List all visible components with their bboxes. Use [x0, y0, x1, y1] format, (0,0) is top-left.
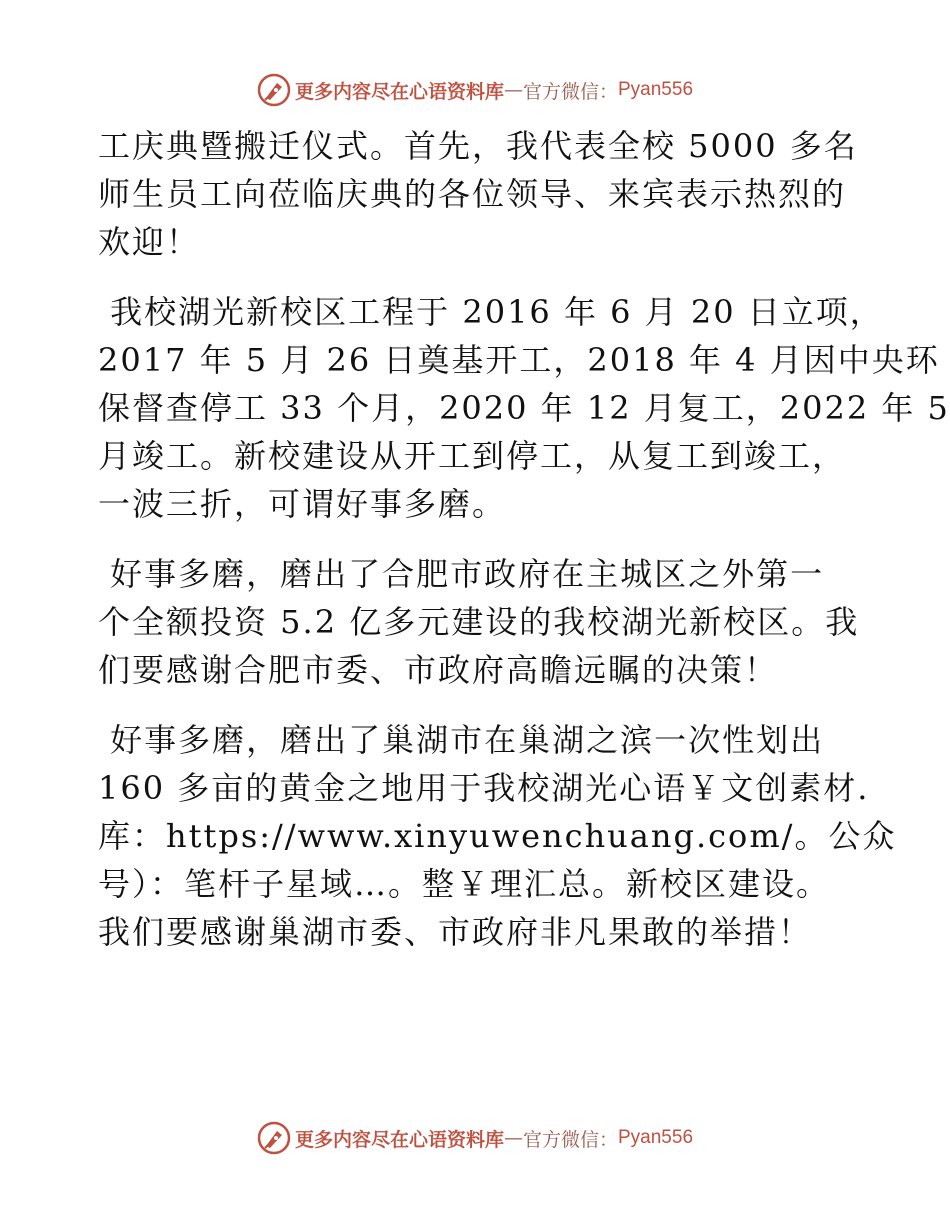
- text-line: 工庆典暨搬迁仪式。首先，我代表全校 5000 多名: [98, 127, 858, 165]
- pen-nib-logo-icon: [257, 73, 291, 107]
- paragraph: [98, 550, 858, 694]
- pen-nib-logo-icon: [257, 1121, 291, 1155]
- text-line: 好事多磨，磨出了巢湖市在巢湖之滨一次性划出: [98, 721, 825, 759]
- text-line: 160 多亩的黄金之地用于我校湖光心语￥文创素材.: [98, 769, 870, 807]
- header-brand-text: 更多内容尽在心语资料库: [294, 80, 504, 103]
- text-line: 个全额投资 5.2 亿多元建设的我校湖光新校区。我: [98, 603, 860, 641]
- text-line: 们要感谢合肥市委、市政府高瞻远瞩的决策！: [98, 651, 779, 689]
- footer-watermark: [0, 1118, 950, 1158]
- header-account-id: Pyan556: [618, 79, 694, 100]
- footer-separator: —: [503, 1127, 523, 1149]
- header-official-label: 官方微信：: [522, 80, 618, 103]
- paragraph: [98, 122, 858, 266]
- text-line: 一波三折，可谓好事多磨。: [98, 485, 507, 523]
- text-line: 月竣工。新校建设从开工到停工，从复工到竣工，: [98, 437, 847, 475]
- text-line: 库：https://www.xinyuwenchuang.com/。公众: [98, 817, 897, 855]
- paragraph: [98, 288, 950, 528]
- text-line: 号）：笔杆子星域…。整￥理汇总。新校区建设。: [98, 865, 831, 903]
- header-separator: —: [503, 79, 523, 101]
- text-line: 保督查停工 33 个月，2020 年 12 月复工，2022 年 5: [98, 389, 950, 427]
- text-line: 我校湖光新校区工程于 2016 年 6 月 20 日立项，: [98, 293, 884, 331]
- document-body: [98, 122, 950, 956]
- paragraph: [98, 716, 897, 956]
- text-line: 2017 年 5 月 26 日奠基开工，2018 年 4 月因中央环: [98, 341, 940, 379]
- header-watermark: [0, 70, 950, 110]
- text-line: 我们要感谢巢湖市委、市政府非凡果敢的举措！: [98, 913, 813, 951]
- footer-account-id: Pyan556: [618, 1127, 694, 1148]
- footer-brand-text: 更多内容尽在心语资料库: [294, 1128, 504, 1151]
- text-line: 欢迎！: [98, 223, 201, 261]
- text-line: 师生员工向莅临庆典的各位领导、来宾表示热烈的: [98, 175, 847, 213]
- text-line: 好事多磨，磨出了合肥市政府在主城区之外第一: [98, 555, 825, 593]
- footer-official-label: 官方微信：: [522, 1128, 618, 1151]
